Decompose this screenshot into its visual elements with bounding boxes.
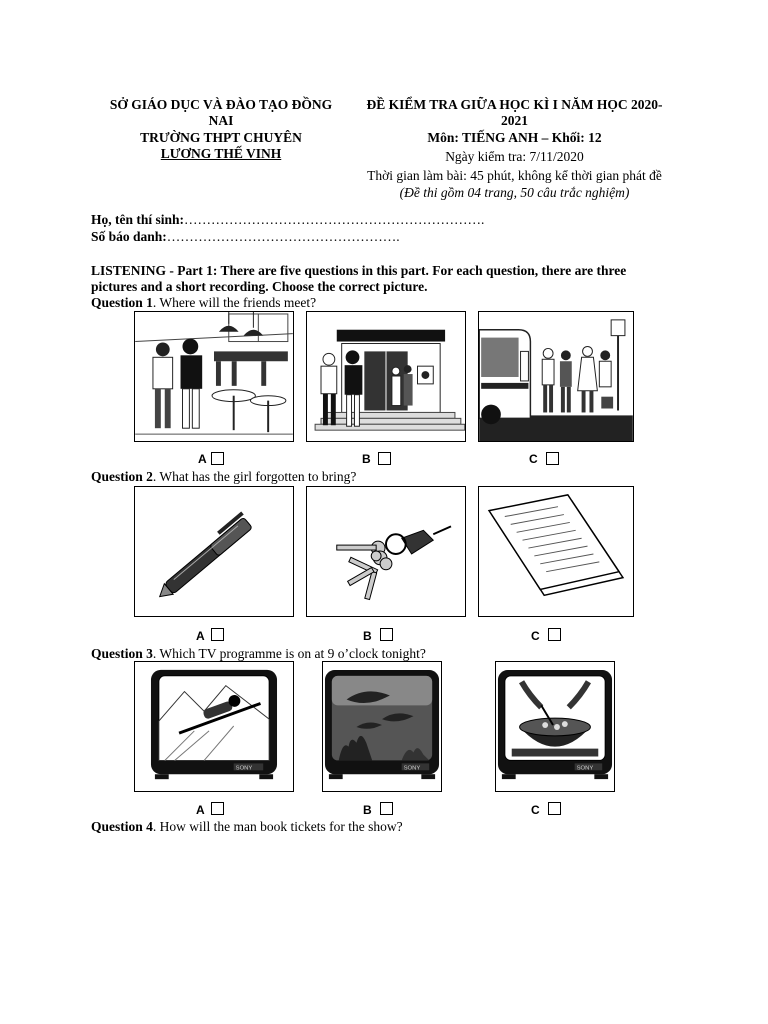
exam-title-line-2: 2021 bbox=[501, 113, 528, 128]
q3-option-c-checkbox[interactable] bbox=[548, 802, 561, 815]
exam-duration: Thời gian làm bài: 45 phút, không kể thời gian phát đề bbox=[367, 168, 662, 183]
q1-option-a: A bbox=[198, 452, 207, 466]
department-name bbox=[96, 97, 346, 162]
exam-header bbox=[352, 97, 677, 201]
student-id-row bbox=[91, 229, 400, 245]
q2-option-a: A bbox=[196, 629, 205, 643]
exam-title-line-1: ĐỀ KIỂM TRA GIỮA HỌC KÌ I NĂM HỌC 2020- bbox=[366, 97, 663, 112]
q1-option-b-checkbox[interactable] bbox=[378, 452, 391, 465]
student-name-label: Họ, tên thí sinh: bbox=[91, 212, 185, 227]
q3-option-a: A bbox=[196, 803, 205, 817]
school-line-1: TRƯỜNG THPT CHUYÊN bbox=[140, 130, 302, 145]
q2-picture-c-papers[interactable] bbox=[478, 486, 634, 617]
tv-dolphins-image bbox=[323, 662, 441, 791]
q2-option-c: C bbox=[531, 629, 540, 643]
exam-pages-note: (Đề thi gồm 04 trang, 50 câu trắc nghiệm) bbox=[399, 185, 630, 200]
question-3-text: . Which TV programme is on at 9 o’clock tonight? bbox=[152, 646, 426, 661]
tv-brand-label-b: SONY bbox=[403, 765, 421, 772]
cinema-entrance-image bbox=[307, 312, 465, 441]
question-1 bbox=[91, 295, 316, 311]
tv-brand-label-a: SONY bbox=[235, 765, 253, 772]
question-2-label: Question 2 bbox=[91, 469, 153, 484]
q2-option-c-checkbox[interactable] bbox=[548, 628, 561, 641]
q1-option-a-checkbox[interactable] bbox=[211, 452, 224, 465]
exam-subject: Môn: TIẾNG ANH – Khối: 12 bbox=[427, 130, 602, 145]
q3-picture-b-dolphins[interactable] bbox=[322, 661, 442, 792]
q3-option-b: B bbox=[363, 803, 372, 817]
department-line-2: NAI bbox=[208, 113, 234, 128]
question-2-text: . What has the girl forgotten to bring? bbox=[152, 469, 357, 484]
instructions-line-1: LISTENING - Part 1: There are five questions in this part. For each question, there are three bbox=[91, 263, 627, 278]
q3-option-a-checkbox[interactable] bbox=[211, 802, 224, 815]
q1-option-b: B bbox=[362, 452, 371, 466]
q2-option-b: B bbox=[363, 629, 372, 643]
q2-picture-b-keys[interactable] bbox=[306, 486, 466, 617]
q1-option-c-checkbox[interactable] bbox=[546, 452, 559, 465]
pen-image bbox=[135, 487, 293, 616]
listening-instructions bbox=[91, 263, 691, 295]
question-4-label: Question 4 bbox=[91, 819, 153, 834]
q1-option-c: C bbox=[529, 452, 538, 466]
tv-cooking-image bbox=[496, 662, 614, 791]
papers-image bbox=[479, 487, 633, 616]
q3-option-c: C bbox=[531, 803, 540, 817]
student-name-row bbox=[91, 212, 484, 228]
question-3 bbox=[91, 646, 426, 662]
instructions-line-2: pictures and a short recording. Choose the correct picture. bbox=[91, 279, 428, 294]
q3-picture-a-ski-jump[interactable] bbox=[134, 661, 294, 792]
student-name-dots: …………………………………………………………. bbox=[184, 212, 485, 227]
q2-picture-a-pen[interactable] bbox=[134, 486, 294, 617]
school-line-2: LƯƠNG THẾ VINH bbox=[160, 146, 282, 161]
bus-stop-image bbox=[479, 312, 633, 441]
student-id-label: Số báo danh: bbox=[91, 229, 167, 244]
question-3-label: Question 3 bbox=[91, 646, 153, 661]
department-line-1: SỞ GIÁO DỤC VÀ ĐÀO TẠO ĐỒNG bbox=[109, 97, 333, 112]
q3-picture-c-cooking[interactable] bbox=[495, 661, 615, 792]
question-4-text: . How will the man book tickets for the show? bbox=[152, 819, 403, 834]
question-1-text: . Where will the friends meet? bbox=[152, 295, 317, 310]
q1-picture-c-bus-stop[interactable] bbox=[478, 311, 634, 442]
q1-picture-a-cafe[interactable] bbox=[134, 311, 294, 442]
tv-brand-label-c: SONY bbox=[576, 765, 594, 772]
q1-picture-b-cinema[interactable] bbox=[306, 311, 466, 442]
question-2 bbox=[91, 469, 356, 485]
tv-ski-jump-image bbox=[135, 662, 293, 791]
exam-date: Ngày kiểm tra: 7/11/2020 bbox=[445, 149, 584, 164]
q2-option-a-checkbox[interactable] bbox=[211, 628, 224, 641]
q2-option-b-checkbox[interactable] bbox=[380, 628, 393, 641]
question-4 bbox=[91, 819, 403, 835]
question-1-label: Question 1 bbox=[91, 295, 153, 310]
q3-option-b-checkbox[interactable] bbox=[380, 802, 393, 815]
cafe-scene-image bbox=[135, 312, 293, 441]
keys-image bbox=[307, 487, 465, 616]
student-id-dots: ……………………………………………. bbox=[166, 229, 400, 244]
